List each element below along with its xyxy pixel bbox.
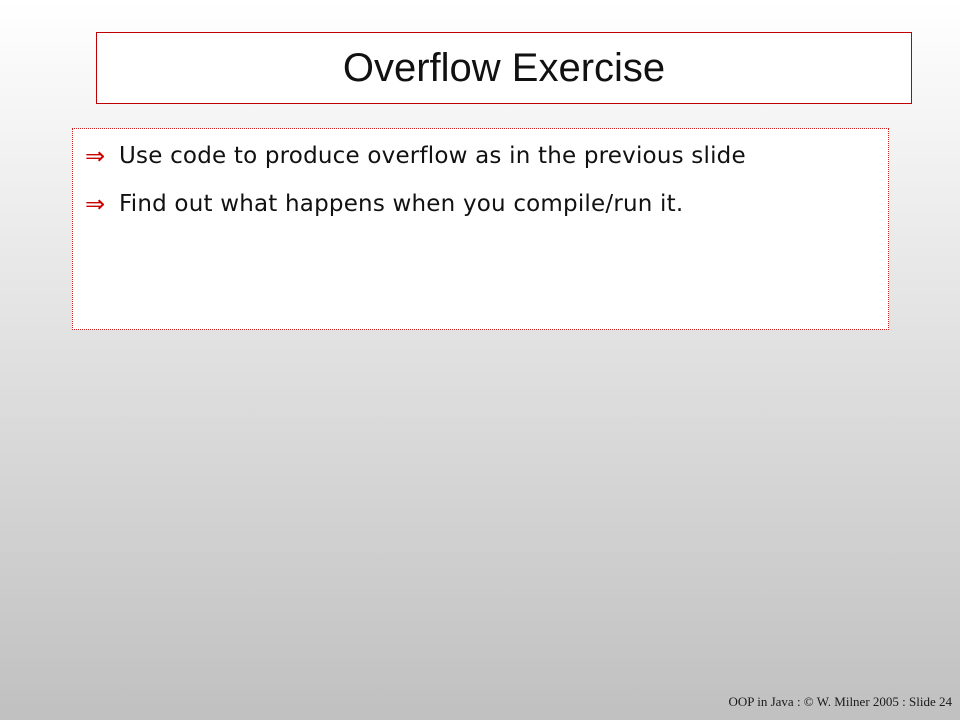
- bullet-item: [85, 187, 868, 221]
- slide-title: Overflow Exercise: [342, 46, 666, 90]
- bullet-list: [85, 139, 868, 221]
- title-box: [96, 32, 912, 104]
- bullet-item: [85, 139, 868, 173]
- double-arrow-icon: ⇒: [85, 142, 106, 170]
- double-arrow-icon: ⇒: [85, 190, 106, 218]
- slide-footer: OOP in Java : © W. Milner 2005 : Slide 24: [728, 694, 952, 709]
- bullet-text: Use code to produce overflow as in the previous slide: [119, 143, 746, 169]
- bullet-text: Find out what happens when you compile/run it.: [119, 191, 684, 217]
- content-box: [72, 128, 889, 330]
